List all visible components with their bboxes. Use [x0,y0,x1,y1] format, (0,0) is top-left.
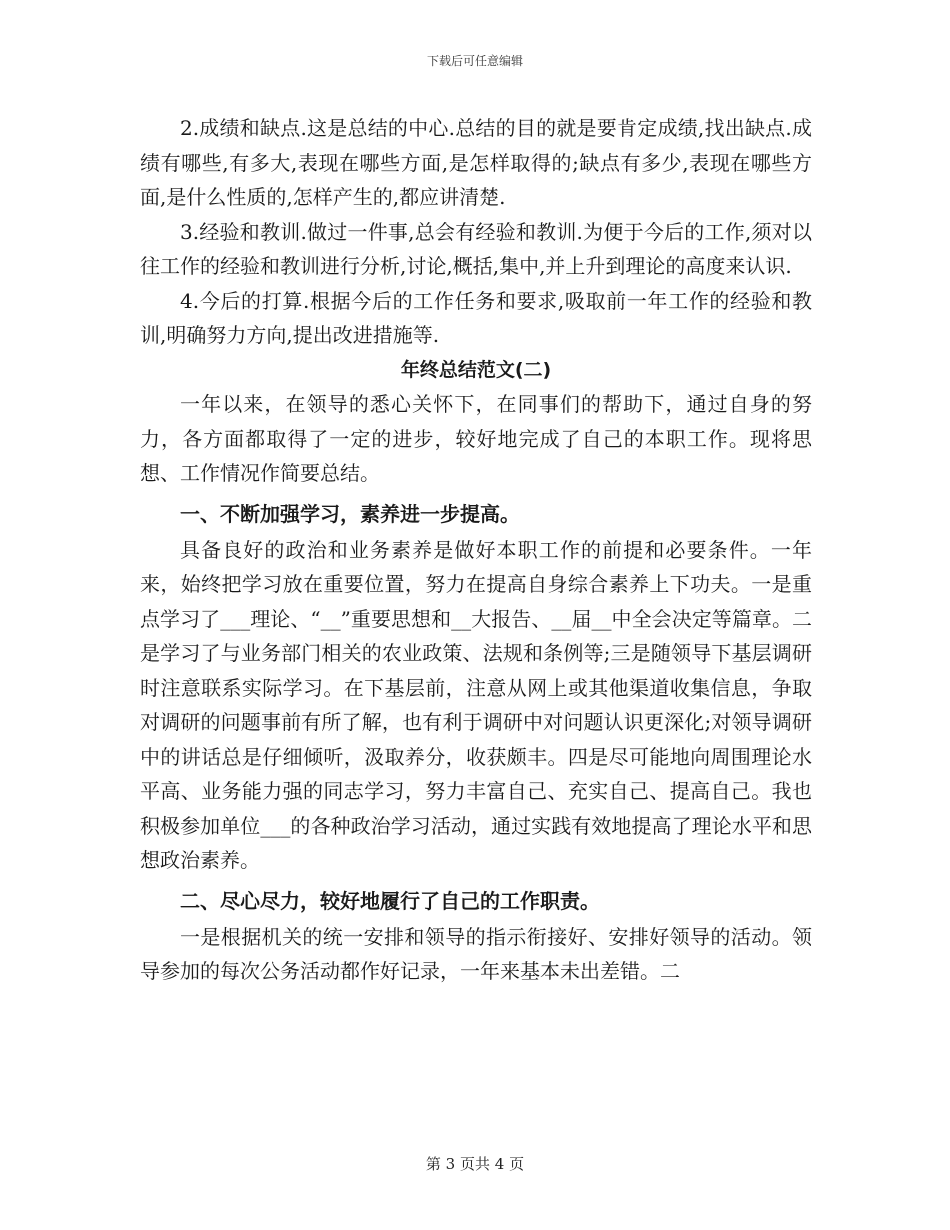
paragraph-opening: 一年以来，在领导的悉心关怀下，在同事们的帮助下，通过自身的努力，各方面都取得了一定的进步，较好地完成了自己的本职工作。现将思想、工作情况作简要总结。 [140,392,812,485]
paragraph-achievements: 2.成绩和缺点.这是总结的中心.总结的目的就是要肯定成绩,找出缺点.成绩有哪些,有多大,表现在哪些方面,是怎样取得的;缺点有多少,表现在哪些方面,是什么性质的,怎样产生的,都应讲清楚. [140,116,812,209]
section-body-2: 一是根据机关的统一安排和领导的指示衔接好、安排好领导的活动。领导参加的每次公务活动都作好记录，一年来基本未出差错。二 [140,924,812,983]
document-body [140,111,812,989]
section-heading-2: 二、尽心尽力，较好地履行了自己的工作职责。 [180,888,600,913]
paragraph-plans: 4.今后的打算.根据今后的工作任务和要求,吸取前一年工作的经验和教训,明确努力方向,提出改进措施等. [140,288,812,347]
page-number-footer: 第 3 页共 4 页 [425,1155,525,1173]
page-header-note: 下载后可任意编辑 [426,54,523,68]
paragraph-experience: 3.经验和教训.做过一件事,总会有经验和教训.为便于今后的工作,须对以往工作的经验和教训进行分析,讨论,概括,集中,并上升到理论的高度来认识. [140,219,812,278]
section-heading-1: 一、不断加强学习，素养进一步提高。 [180,501,520,526]
document-title: 年终总结范文(二) [400,358,552,381]
section-body-1: 具备良好的政治和业务素养是做好本职工作的前提和必要条件。一年来，始终把学习放在重要位置，努力在提高自身综合素养上下功夫。一是重点学习了___理论、“__”重要思想和__大报告、__届__中全会决定等篇章。二是学习了与业务部门相关的农业政策、法规和条例等;三是随领导下基层调研时注意联系实际学习。在下基层前，注意从网上或其他渠道收集信息，争取对调研的问题事前有所了解，也有利于调研中对问题认识更深化;对领导调研中的讲话总是仔细倾听，汲取养分，收获颇丰。四是尽可能地向周围理论水平高、业务能力强的同志学习，努力丰富自己、充实自己、提高自己。我也积极参加单位___的各种政治学习活动，通过实践有效地提高了理论水平和思想政治素养。 [140,537,812,872]
